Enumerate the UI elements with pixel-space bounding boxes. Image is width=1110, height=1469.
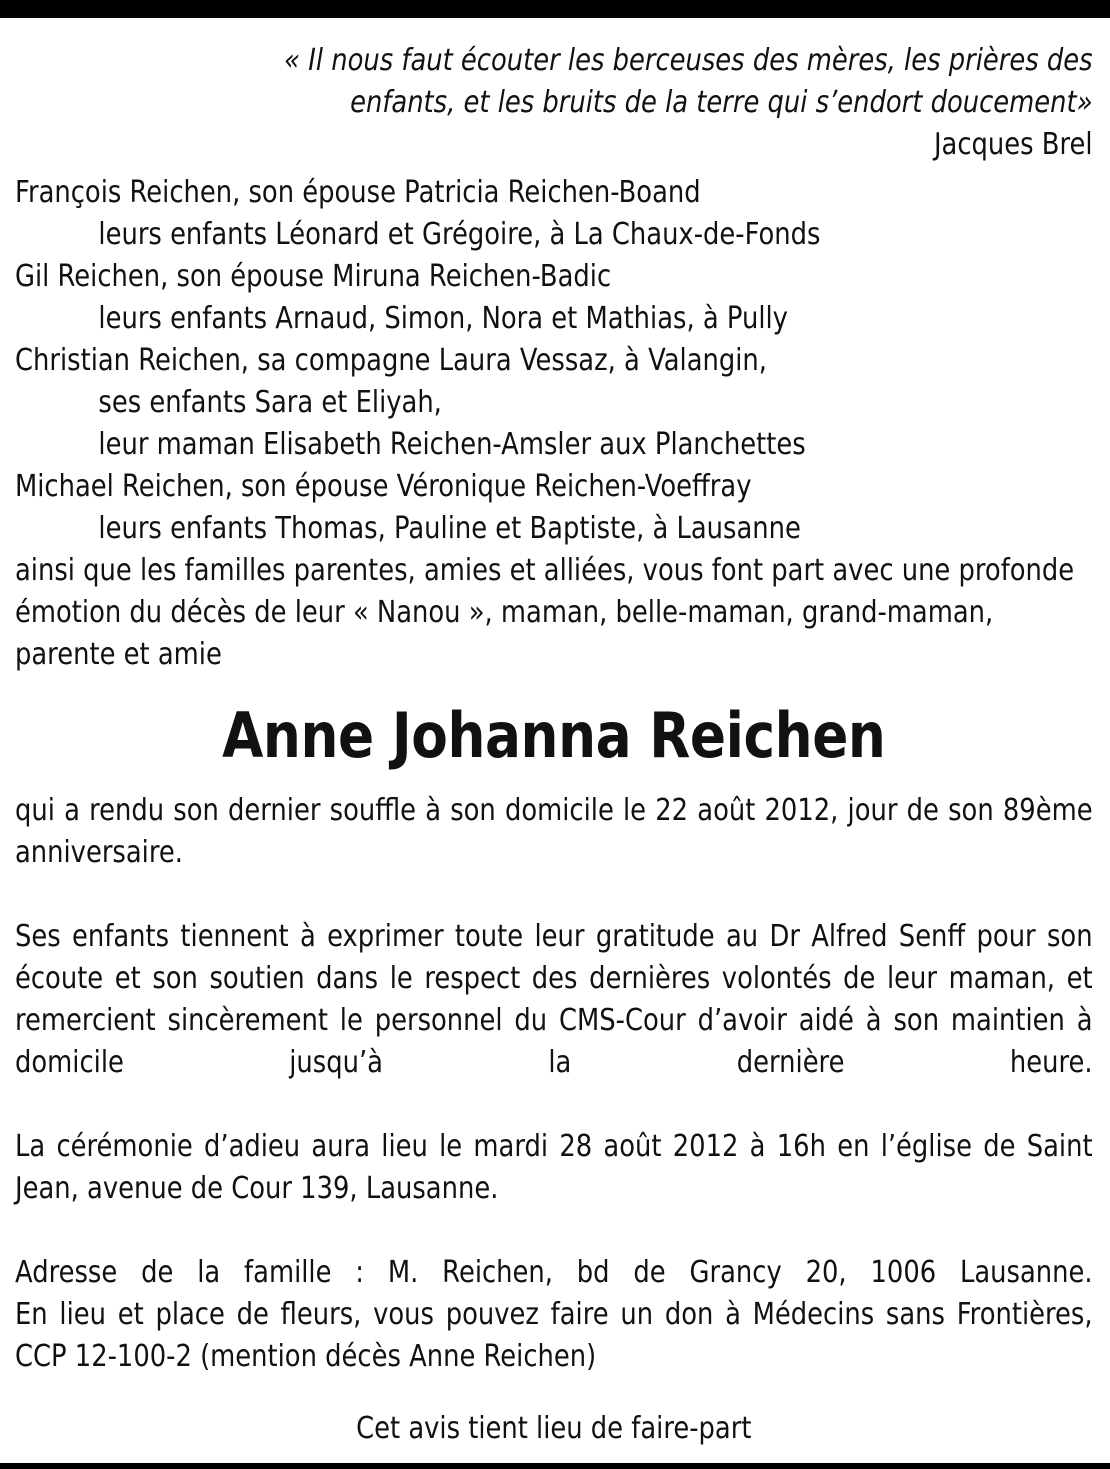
deceased-name: Anne Johanna Reichen xyxy=(222,699,886,772)
family-line: leurs enfants Arnaud, Simon, Nora et Mathias, à Pully xyxy=(98,301,788,336)
quote-line: enfants, et les bruits de la terre qui s’endort doucement» xyxy=(350,85,1093,120)
obituary-notice xyxy=(15,40,1093,1450)
family-list xyxy=(15,172,1093,550)
family-line: Michael Reichen, son épouse Véronique Reichen-Voeffray xyxy=(15,469,752,504)
family-line: leur maman Elisabeth Reichen-Amsler aux Planchettes xyxy=(98,427,806,462)
donation-paragraph: En lieu et place de fleurs, vous pouvez faire un don à Médecins sans Frontières, CCP 12-100-2 (mention décès Anne Reichen) xyxy=(15,1297,1093,1374)
faire-part-note: Cet avis tient lieu de faire-part xyxy=(356,1411,752,1446)
family-line: leurs enfants Léonard et Grégoire, à La Chaux-de-Fonds xyxy=(98,217,821,252)
family-line: Christian Reichen, sa compagne Laura Vessaz, à Valangin, xyxy=(15,343,767,378)
family-line: leurs enfants Thomas, Pauline et Baptiste, à Lausanne xyxy=(98,511,801,546)
death-paragraph: qui a rendu son dernier souffle à son domicile le 22 août 2012, jour de son 89ème anniversaire. xyxy=(15,793,1093,870)
bottom-border xyxy=(0,1463,1110,1469)
gratitude-paragraph: Ses enfants tiennent à exprimer toute leur gratitude au Dr Alfred Senff pour son écoute et son soutien dans le respect des dernières volontés de leur maman, et remercient sincèrement le personnel du CMS-Cour d’avoir aidé à son maintien à domicile jusqu’à la dernière heure. xyxy=(15,919,1093,1080)
family-line: ses enfants Sara et Eliyah, xyxy=(98,385,442,420)
top-border xyxy=(0,0,1110,18)
quote-author: Jacques Brel xyxy=(933,127,1093,162)
announcement-intro: ainsi que les familles parentes, amies et alliées, vous font part avec une profonde émotion du décès de leur « Nanou », maman, belle-maman, grand-maman, parente et amie xyxy=(15,553,1075,672)
family-line: Gil Reichen, son épouse Miruna Reichen-Badic xyxy=(15,259,612,294)
family-line: François Reichen, son épouse Patricia Reichen-Boand xyxy=(15,175,701,210)
epigraph-quote xyxy=(15,40,1093,124)
quote-line: « Il nous faut écouter les berceuses des mères, les prières des xyxy=(284,43,1093,78)
ceremony-paragraph: La cérémonie d’adieu aura lieu le mardi 28 août 2012 à 16h en l’église de Saint Jean, avenue de Cour 139, Lausanne. xyxy=(15,1129,1093,1206)
family-address: Adresse de la famille : M. Reichen, bd de Grancy 20, 1006 Lausanne. xyxy=(15,1255,1093,1290)
